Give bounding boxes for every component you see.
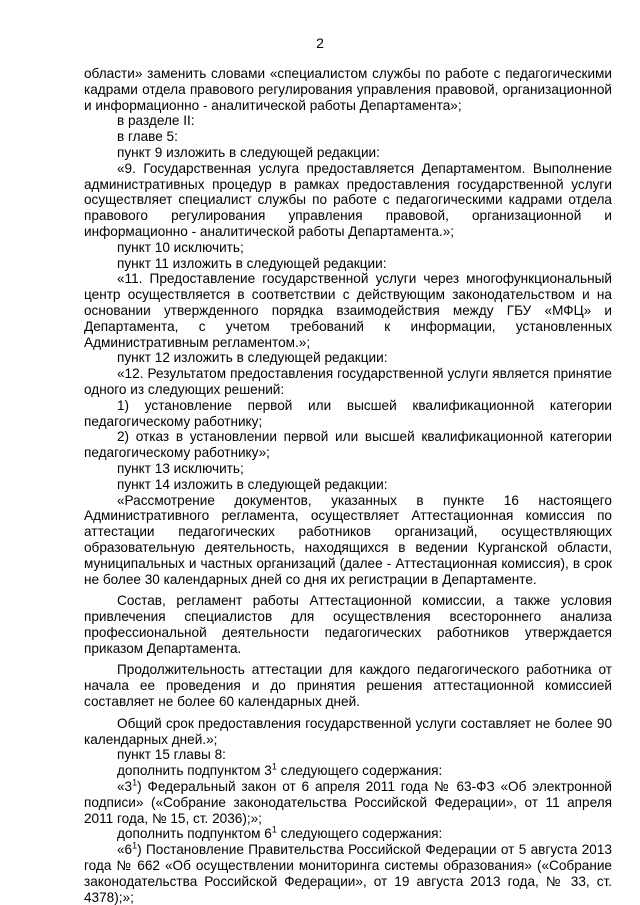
paragraph-text-continued: ) Федеральный закон от 6 апреля 2011 года № 63-ФЗ «Об электронной подписи» («Собрание законодательства Российской Федерации», от 11 апреля 2011 года, № 15, ст. 2036);»;	[84, 779, 612, 826]
paragraph	[84, 429, 612, 461]
paragraph	[84, 145, 612, 161]
document-body	[84, 66, 612, 905]
paragraph-text-continued: ) Постановление Правительства Российской Федерации от 5 августа 2013 года № 662 «Об осуществлении мониторинга системы образования» («Собрание законодательства Российской Федерации», от 19 августа 2013 года, № 33, ст. 4378);»;	[84, 842, 612, 905]
superscript: 1	[132, 840, 138, 851]
paragraph-text: «Рассмотрение документов, указанных в пункте 16 настоящего Административного регламента, осуществляет Аттестационная комиссия по аттестации педагогических работников организаций, осуществляющих образовательную деятельность, находящихся в ведении Курганской области, муниципальных и частных организаций (далее - Аттестационная комиссия), в срок не более 30 календарных дней со дня их регистрации в Департаменте.	[84, 492, 612, 587]
paragraph-text: пункт 13 исключить;	[117, 460, 244, 476]
paragraph	[84, 461, 612, 477]
superscript: 1	[271, 824, 277, 835]
paragraph	[84, 662, 612, 709]
paragraph	[84, 493, 612, 588]
paragraph-text-continued: следующего содержания:	[276, 826, 443, 842]
paragraph-text: Продолжительность аттестации для каждого педагогического работника от начала ее проведения и до принятия решения аттестационной комиссией составляет не более 60 календарных дней.	[84, 662, 612, 710]
superscript: 1	[271, 761, 277, 772]
paragraph	[84, 161, 612, 240]
paragraph	[84, 716, 612, 748]
paragraph-text: в главе 5:	[117, 129, 178, 145]
paragraph-text: пункт 9 изложить в следующей редакции:	[117, 144, 380, 160]
paragraph	[84, 240, 612, 256]
paragraph	[84, 826, 612, 842]
paragraph-text: 1) установление первой или высшей квалификационной категории педагогическому работнику;	[84, 397, 612, 429]
paragraph	[84, 779, 612, 826]
paragraph-text: пункт 14 изложить в следующей редакции:	[117, 476, 388, 492]
paragraph-text: в разделе II:	[117, 113, 195, 129]
paragraph-text: «3	[117, 779, 133, 795]
paragraph-text: пункт 11 изложить в следующей редакции:	[117, 255, 387, 271]
paragraph-text: пункт 12 изложить в следующей редакции:	[117, 350, 388, 366]
paragraph	[84, 747, 612, 763]
paragraph	[84, 366, 612, 398]
paragraph	[84, 477, 612, 493]
paragraph-text: «11. Предоставление государственной услуги через многофункциональный центр осуществляется в соответствии с действующим законодательством и на основании утвержденного порядка взаимодействия между ГБУ «МФЦ» и Департамента, с учетом требований к информации, установленных Административным регламентом.»;	[84, 271, 612, 350]
paragraph-text: 2) отказ в установлении первой или высшей квалификационной категории педагогическому работнику»;	[84, 429, 612, 461]
paragraph-text: «6	[117, 842, 133, 858]
paragraph	[84, 113, 612, 129]
paragraph	[84, 129, 612, 145]
paragraph-text: области» заменить словами «специалистом службы по работе с педагогическими кадрами отдела правового регулирования управления правовой, организационной и информационно - аналитической работы Департамента»;	[84, 66, 612, 113]
paragraph-text: Общий срок предоставления государственной услуги составляет не более 90 календарных дней.»;	[84, 715, 612, 747]
paragraph	[84, 593, 612, 656]
paragraph	[84, 256, 612, 272]
page-number: 2	[316, 35, 324, 51]
paragraph	[84, 763, 612, 779]
paragraph	[84, 66, 612, 113]
paragraph-text: «9. Государственная услуга предоставляется Департаментом. Выполнение административных процедур в рамках предоставления государственной услуги осуществляет специалист службы по работе с педагогическими кадрами отдела правового регулирования управления правовой, организационной и информационно - аналитической работы Департамента.»;	[84, 160, 612, 239]
paragraph	[84, 350, 612, 366]
paragraph-text: дополнить подпунктом 6	[117, 826, 272, 842]
paragraph-text: дополнить подпунктом 3	[117, 763, 272, 779]
paragraph	[84, 398, 612, 430]
paragraph-text: «12. Результатом предоставления государственной услуги является принятие одного из следующих решений:	[84, 366, 612, 397]
paragraph-text-continued: следующего содержания:	[276, 763, 443, 779]
superscript: 1	[132, 777, 138, 788]
paragraph-text: Состав, регламент работы Аттестационной комиссии, а также условия привлечения специалистов для осуществления всестороннего анализа профессиональной деятельности педагогических работников утверждается приказом Департамента.	[84, 593, 612, 656]
paragraph-text: пункт 15 главы 8:	[117, 747, 226, 763]
paragraph	[84, 271, 612, 350]
paragraph	[84, 842, 612, 905]
paragraph-text: пункт 10 исключить;	[117, 239, 244, 255]
